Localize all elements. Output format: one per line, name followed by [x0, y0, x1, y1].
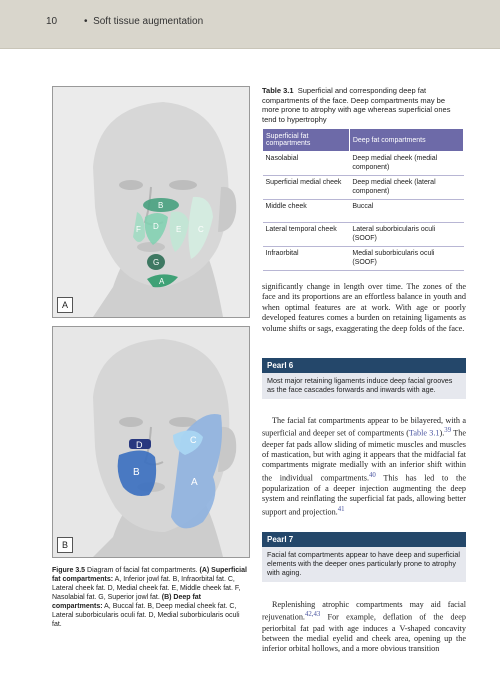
- table-row: [263, 223, 464, 247]
- figure-label: Figure 3.5: [52, 567, 86, 574]
- figure-intro: Diagram of facial fat compartments.: [87, 567, 198, 574]
- table-cell: Superficial medial cheek: [263, 176, 350, 200]
- paragraph-2: [262, 416, 466, 518]
- superficial-fat-diagram: [53, 87, 249, 317]
- table-row: [263, 152, 464, 176]
- label-g: G: [153, 258, 160, 267]
- deep-label-b: B: [133, 467, 140, 478]
- label-c: C: [198, 225, 204, 234]
- running-title: [84, 16, 203, 27]
- paragraph-3: [262, 600, 466, 655]
- table-row: [263, 176, 464, 200]
- table-cell: Middle cheek: [263, 200, 350, 223]
- label-f: F: [136, 225, 141, 234]
- caption-b-head: (B) Deep fat compartments:: [52, 594, 202, 610]
- table-cell: Lateral suborbicularis oculi (SOOF): [349, 223, 463, 247]
- fat-compartments-table: [262, 128, 464, 271]
- p3-text-b: For example, deflation of the deep periorbital fat pad with age induces a V-shaped concavity between the medial eyelid and cheek area, opening up the inferior orbital hollows, and a more obvious transition: [262, 613, 466, 654]
- page-number: 10: [46, 16, 58, 27]
- citation-40[interactable]: 40: [369, 471, 376, 479]
- label-a: A: [159, 277, 165, 286]
- deep-fat-diagram: [53, 327, 249, 557]
- p2-text-b: ).: [439, 429, 445, 439]
- caption-b-text: A, Buccal fat. B, Deep medial cheek fat. C, Lateral suborbicularis oculi fat. D, Medial suborbicularis oculi fat.: [52, 603, 240, 628]
- table-cell: Infraorbital: [263, 247, 350, 271]
- deep-label-a: A: [191, 477, 198, 488]
- deep-label-d: D: [136, 440, 143, 450]
- panel-a-label: A: [57, 297, 73, 313]
- table-cell: Buccal: [349, 200, 463, 223]
- header-bullet: •: [84, 16, 88, 27]
- caption-a-text: A, Inferior jowl fat. B, Infraorbital fat. C, Lateral cheek fat. D, Medial cheek fat. E, Middle cheek fat. F, Nasolabial fat. G, Superior jowl fat.: [52, 576, 241, 601]
- table-header-row: [263, 129, 464, 152]
- pearl-6-title: Pearl 6: [262, 358, 466, 373]
- table-row: [263, 200, 464, 223]
- p2-text-a: The facial fat compartments appear to be bilayered, with a superficial and deeper set of compartments (: [262, 416, 466, 439]
- table-cell: Medial suborbicularis oculi (SOOF): [349, 247, 463, 271]
- running-header: [0, 0, 500, 49]
- table-row: [263, 247, 464, 271]
- table-cell: Lateral temporal cheek: [263, 223, 350, 247]
- citation-41[interactable]: 41: [337, 505, 345, 513]
- p2-text-d: This has led to the popularization of a deeper injection augmenting the deep system and reinflating the superficial fat pads, allowing better support and projection.: [262, 473, 466, 517]
- deep-label-c: C: [190, 435, 197, 445]
- pearl-6-text: Most major retaining ligaments induce deep facial grooves as the face cascades forwards and inwards with age.: [267, 376, 453, 394]
- panel-b-label: B: [57, 537, 73, 553]
- table-reference-link[interactable]: Table 3.1: [408, 429, 440, 439]
- table-cell: Deep medial cheek (medial component): [349, 152, 463, 176]
- pearl-7-title: Pearl 7: [262, 532, 466, 547]
- caption-a-head: (A) Superficial fat compartments:: [52, 567, 247, 583]
- figure-panel-a: [52, 86, 250, 318]
- table-caption-text: Superficial and corresponding deep fat compartments of the face. Deep compartments may be more prone to atrophy with age whereas superficial ones tend to hypertrophy: [262, 86, 451, 124]
- table-cell: Deep medial cheek (lateral component): [349, 176, 463, 200]
- table-cell: Nasolabial: [263, 152, 350, 176]
- table-header-deep: Deep fat compartments: [349, 129, 463, 152]
- label-d: D: [153, 222, 159, 231]
- p3-text-a: Replenishing atrophic compartments may aid facial rejuvenation.: [262, 600, 466, 623]
- pearl-7-box: [262, 532, 466, 582]
- label-e: E: [176, 225, 182, 234]
- running-title-text: Soft tissue augmentation: [93, 16, 204, 27]
- table-label: Table 3.1: [262, 86, 294, 95]
- table-header-superficial: Superficial fat compartments: [263, 129, 350, 152]
- figure-panel-b: [52, 326, 250, 558]
- citation-39[interactable]: 39: [444, 427, 452, 435]
- paragraph-1: significantly change in length over time. The zones of the face and its proportions are an effortless balance in youth and when optimal features are at work. With age or poorly developed features comes a burden on retaining ligaments as volume shifts or sags, exaggerating the deep folds of the face.: [262, 282, 466, 333]
- label-b: B: [158, 201, 164, 210]
- table-caption: [262, 86, 462, 124]
- citation-42-43[interactable]: 42,43: [304, 611, 321, 619]
- pearl-7-text: Facial fat compartments appear to have deep and superficial elements with the deeper ones particularly prone to atrophy with aging.: [267, 550, 460, 577]
- p2-text-c: The deeper fat pads allow sliding of mimetic muscles and muscles of mastication, but with aging it appears that the midfacial fat compartments migrate medially with an inferior shift within the individual compartments.: [262, 429, 466, 483]
- pearl-6-box: [262, 358, 466, 399]
- figure-caption: [52, 566, 248, 629]
